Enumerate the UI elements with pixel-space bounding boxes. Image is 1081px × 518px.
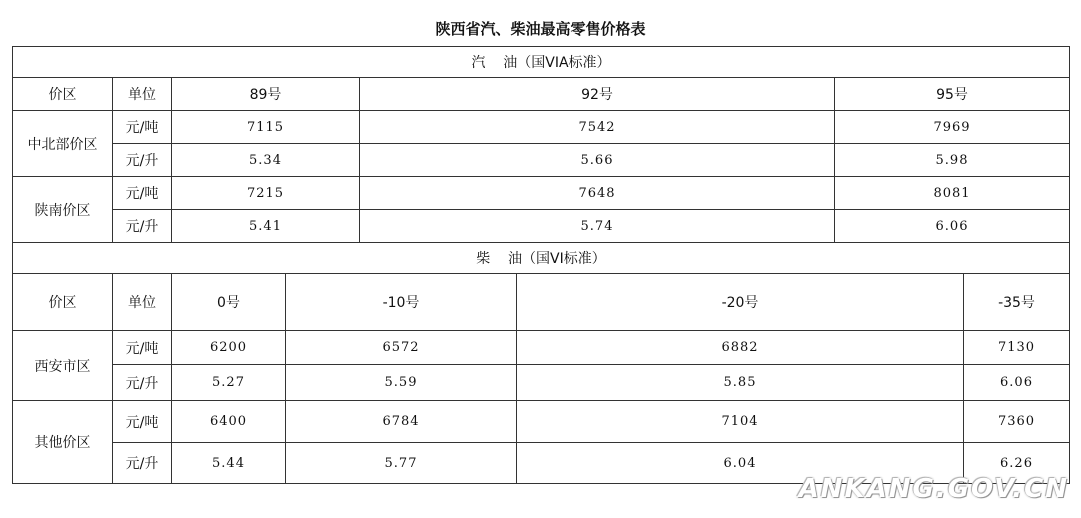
gasoline-section-title: 汽 油（国VIA标准） [13,47,1070,78]
table-row [13,331,1070,365]
price-cell: 5.27 [172,365,286,401]
header-95: 95号 [835,78,1070,111]
header-0: 0号 [172,274,286,331]
price-cell: 6.26 [964,443,1070,484]
header-minus20: -20号 [517,274,964,331]
price-cell: 5.34 [172,144,360,177]
price-cell: 5.59 [286,365,517,401]
price-cell: 5.98 [835,144,1070,177]
unit-cell: 元/吨 [113,401,172,443]
price-cell: 5.74 [360,210,835,243]
price-cell: 6.06 [964,365,1070,401]
table-row [13,365,1070,401]
unit-cell: 元/升 [113,365,172,401]
region-name: 中北部价区 [13,111,113,177]
unit-cell: 元/吨 [113,331,172,365]
unit-cell: 元/升 [113,210,172,243]
region-name: 其他价区 [13,401,113,484]
price-cell: 8081 [835,177,1070,210]
price-cell: 7130 [964,331,1070,365]
price-cell: 6882 [517,331,964,365]
price-cell: 7542 [360,111,835,144]
diesel-section-title: 柴 油（国VI标准） [13,243,1070,274]
header-89: 89号 [172,78,360,111]
price-cell: 7115 [172,111,360,144]
table-row [13,111,1070,144]
price-cell: 6784 [286,401,517,443]
unit-cell: 元/吨 [113,111,172,144]
diesel-price-table [12,242,1070,484]
header-unit: 单位 [113,274,172,331]
table-row [13,144,1070,177]
price-cell: 7648 [360,177,835,210]
header-minus35: -35号 [964,274,1070,331]
price-table-container [12,46,1069,484]
header-region: 价区 [13,78,113,111]
site-watermark: ANKANG.GOV.CN [798,474,1069,504]
price-cell: 7969 [835,111,1070,144]
header-unit: 单位 [113,78,172,111]
price-cell: 6400 [172,401,286,443]
unit-cell: 元/升 [113,144,172,177]
price-cell: 5.85 [517,365,964,401]
price-cell: 6.04 [517,443,964,484]
table-row [13,177,1070,210]
price-cell: 6.06 [835,210,1070,243]
price-cell: 6572 [286,331,517,365]
table-row [13,401,1070,443]
header-region: 价区 [13,274,113,331]
price-cell: 5.77 [286,443,517,484]
table-row [13,210,1070,243]
price-cell: 5.44 [172,443,286,484]
page-title: 陕西省汽、柴油最高零售价格表 [435,20,646,38]
price-cell: 7360 [964,401,1070,443]
header-92: 92号 [360,78,835,111]
unit-cell: 元/升 [113,443,172,484]
gasoline-price-table [12,46,1070,243]
price-cell: 7215 [172,177,360,210]
price-cell: 7104 [517,401,964,443]
unit-cell: 元/吨 [113,177,172,210]
price-cell: 5.66 [360,144,835,177]
price-cell: 5.41 [172,210,360,243]
header-minus10: -10号 [286,274,517,331]
price-cell: 6200 [172,331,286,365]
region-name: 陕南价区 [13,177,113,243]
region-name: 西安市区 [13,331,113,401]
